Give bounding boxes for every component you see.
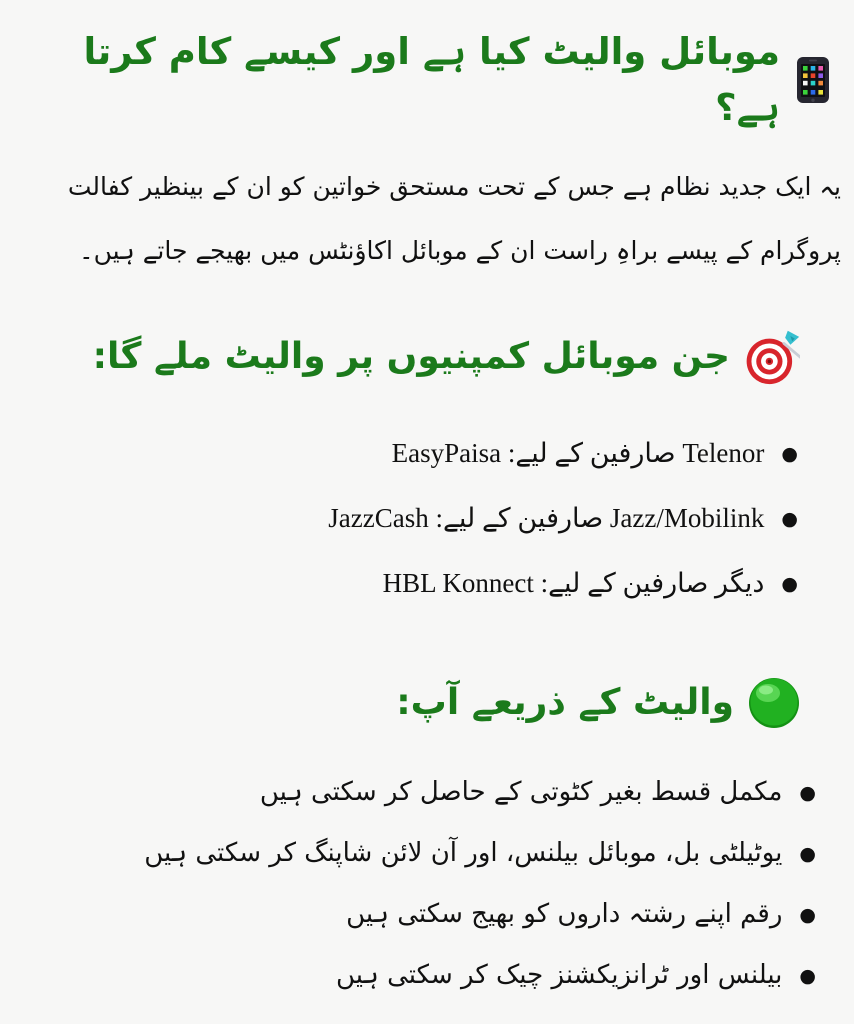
bullet-icon: ● bbox=[781, 442, 798, 465]
page-title bbox=[0, 24, 854, 135]
company-item-text: دیگر صارفین کے لیے: HBL Konnect bbox=[382, 567, 765, 598]
wallet-company-list bbox=[0, 421, 854, 616]
feature-list-item bbox=[0, 823, 816, 884]
feature-item-text: مکمل قسط بغیر کٹوتی کے حاصل کر سکتی ہیں bbox=[259, 777, 783, 807]
section-heading-companies bbox=[0, 329, 854, 385]
company-list-item bbox=[0, 421, 798, 486]
bullet-icon: ● bbox=[781, 507, 798, 530]
bullet-icon: ● bbox=[799, 842, 816, 865]
section-heading-features bbox=[0, 676, 854, 730]
section-heading-features-text: والیٹ کے ذریعے آپ: bbox=[396, 681, 734, 723]
section-heading-companies-text: جن موبائل کمپنیوں پر والیٹ ملے گا: bbox=[92, 335, 730, 377]
feature-list-item bbox=[0, 762, 816, 823]
feature-item-text: بیلنس اور ٹرانزیکشنز چیک کر سکتی ہیں bbox=[335, 960, 783, 990]
company-item-text: Jazz/Mobilink صارفین کے لیے: JazzCash bbox=[328, 502, 765, 533]
bullet-icon: ● bbox=[799, 964, 816, 987]
company-list-item bbox=[0, 486, 798, 551]
company-list-item bbox=[0, 551, 798, 616]
feature-item-text: رقم اپنے رشتہ داروں کو بھیج سکتی ہیں bbox=[346, 899, 783, 929]
feature-item-text: یوٹیلٹی بل، موبائل بیلنس، اور آن لائن شاپنگ کر سکتی ہیں bbox=[144, 838, 783, 868]
intro-paragraph: یہ ایک جدید نظام ہے جس کے تحت مستحق خواتین کو ان کے بینظیر کفالت پروگرام کے پیسے براہِ راست ان کے موبائل اکاؤنٹس میں بھیجے جاتے ہیں۔ bbox=[67, 172, 841, 265]
bullet-icon: ● bbox=[799, 781, 816, 804]
mobile-phone-icon bbox=[794, 56, 832, 104]
bullet-icon: ● bbox=[799, 903, 816, 926]
green-circle-icon bbox=[748, 677, 800, 729]
dart-target-icon bbox=[744, 329, 800, 385]
company-item-text: Telenor صارفین کے لیے: EasyPaisa bbox=[391, 437, 765, 468]
bullet-icon: ● bbox=[781, 572, 798, 595]
feature-list-item bbox=[0, 945, 816, 1006]
page-title-text: موبائل والیٹ کیا ہے اور کیسے کام کرتا ہے؟ bbox=[83, 30, 780, 129]
feature-list-item bbox=[0, 884, 816, 945]
wallet-feature-list bbox=[0, 762, 854, 1006]
